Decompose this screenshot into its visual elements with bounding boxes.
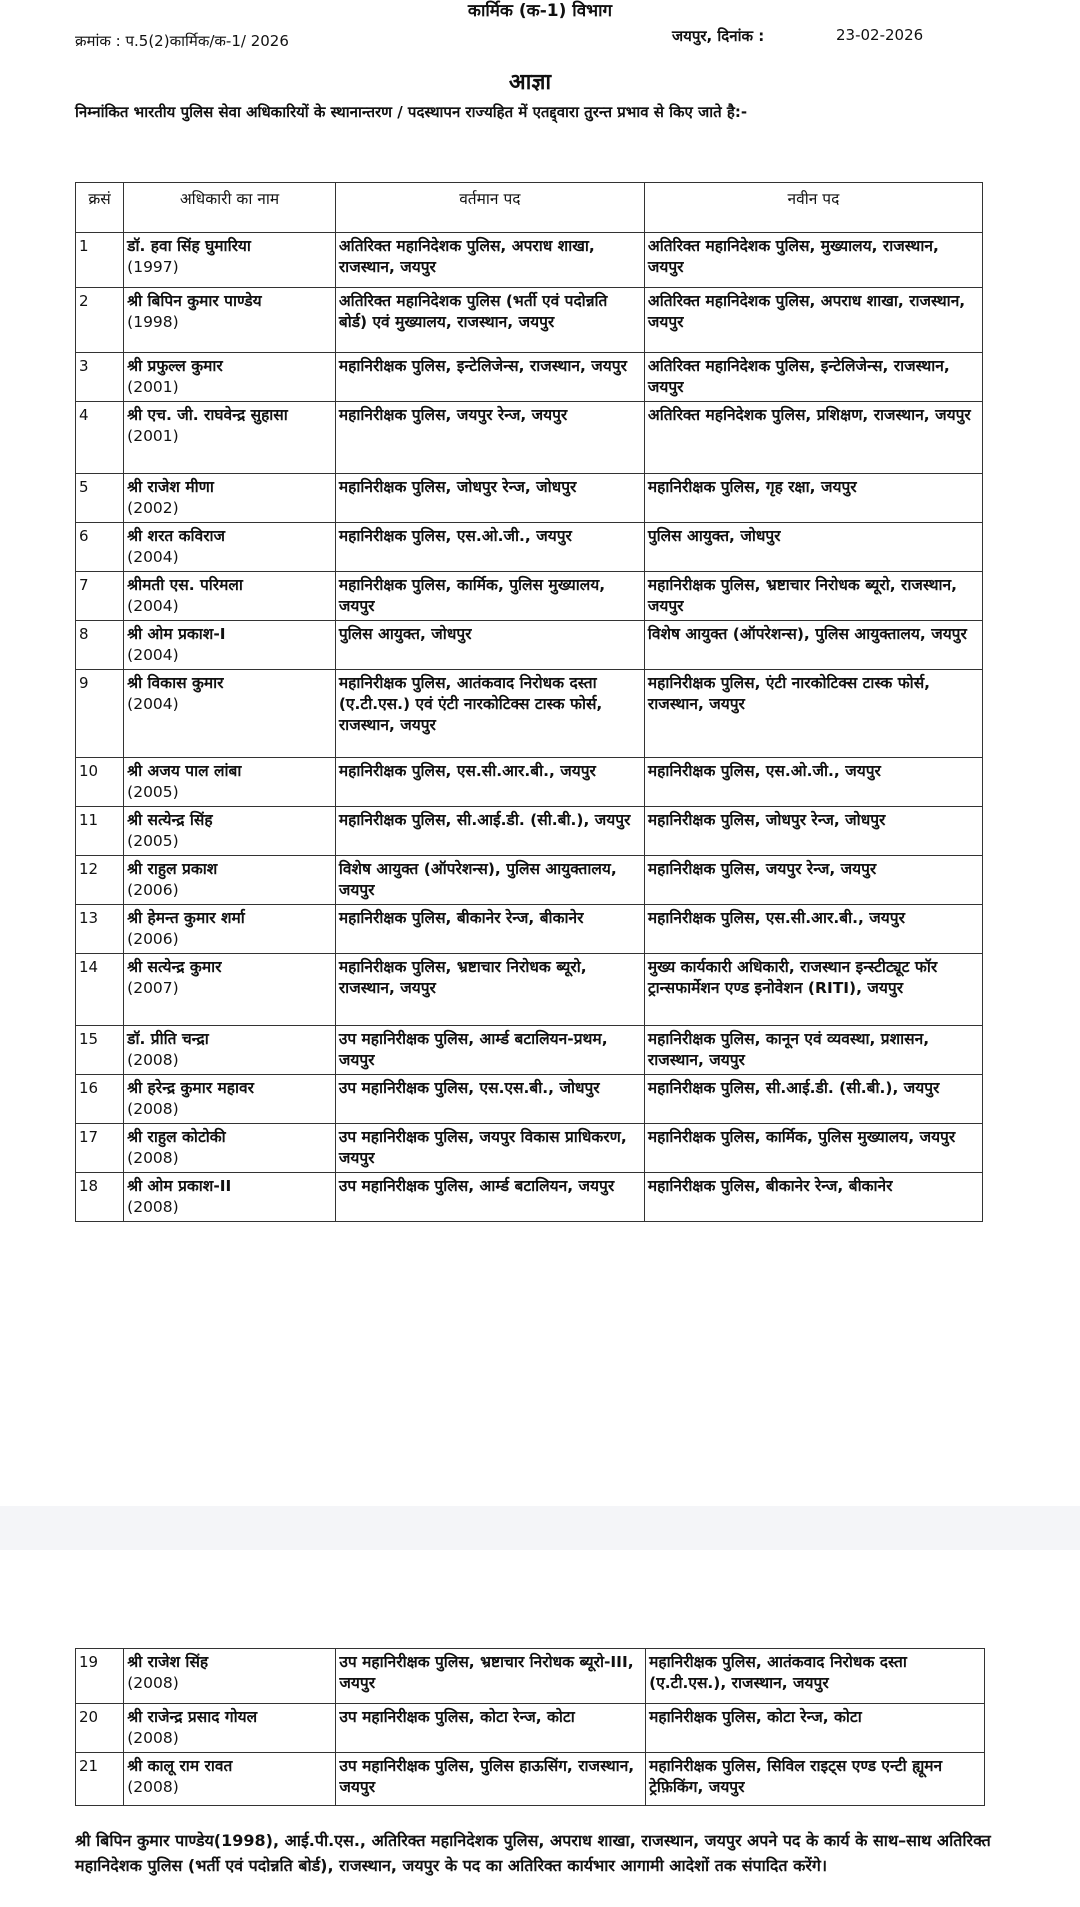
new-post: अतिरिक्त महानिदेशक पुलिस, इन्टेलिजेन्स, राजस्थान, जयपुर <box>644 353 982 402</box>
new-post: महानिरीक्षक पुलिस, एस.सी.आर.बी., जयपुर <box>644 905 982 954</box>
table-row <box>76 402 983 474</box>
header-new-post: नवीन पद <box>644 183 982 233</box>
current-post: अतिरिक्त महानिदेशक पुलिस (भर्ती एवं पदोन्नति बोर्ड) एवं मुख्यालय, राजस्थान, जयपुर <box>335 288 644 353</box>
row-sn: 21 <box>76 1753 124 1806</box>
current-post: उप महानिरीक्षक पुलिस, एस.एस.बी., जोधपुर <box>335 1075 644 1124</box>
officer-cell <box>124 905 336 954</box>
officer-batch: (2004) <box>127 597 179 615</box>
order-title: आज्ञा <box>508 70 552 95</box>
officer-name: श्री शरत कविराज <box>127 527 226 545</box>
current-post: उप महानिरीक्षक पुलिस, पुलिस हाऊसिंग, राजस्थान, जयपुर <box>336 1753 646 1806</box>
table-row <box>76 670 983 758</box>
new-post: महानिरीक्षक पुलिस, एंटी नारकोटिक्स टास्क फोर्स, राजस्थान, जयपुर <box>644 670 982 758</box>
officer-cell <box>124 1704 336 1753</box>
current-post: पुलिस आयुक्त, जोधपुर <box>335 621 644 670</box>
new-post: महानिरीक्षक पुलिस, सी.आई.डी. (सी.बी.), जयपुर <box>644 1075 982 1124</box>
new-post: महानिरीक्षक पुलिस, कानून एवं व्यवस्था, प्रशासन, राजस्थान, जयपुर <box>644 1026 982 1075</box>
new-post: महानिरीक्षक पुलिस, गृह रक्षा, जयपुर <box>644 474 982 523</box>
officer-cell <box>124 353 336 402</box>
current-post: अतिरिक्त महानिदेशक पुलिस, अपराध शाखा, राजस्थान, जयपुर <box>335 233 644 288</box>
officer-batch: (2002) <box>127 499 179 517</box>
new-post: महानिरीक्षक पुलिस, कार्मिक, पुलिस मुख्यालय, जयपुर <box>644 1124 982 1173</box>
row-sn: 5 <box>76 474 124 523</box>
header-sn: क्रसं <box>76 183 124 233</box>
table-row <box>76 856 983 905</box>
officer-cell <box>124 1649 336 1704</box>
officer-name: श्री सत्येन्द्र सिंह <box>127 811 213 829</box>
current-post: महानिरीक्षक पुलिस, जयपुर रेन्ज, जयपुर <box>335 402 644 474</box>
table-row <box>76 954 983 1026</box>
current-post: महानिरीक्षक पुलिस, आतंकवाद निरोधक दस्ता (ए.टी.एस.) एवं एंटी नारकोटिक्स टास्क फोर्स, राजस्थान, जयपुर <box>335 670 644 758</box>
officer-cell <box>124 670 336 758</box>
header-name: अधिकारी का नाम <box>124 183 336 233</box>
officer-cell <box>124 758 336 807</box>
officer-name: श्री ओम प्रकाश-II <box>127 1177 232 1195</box>
officer-batch: (2008) <box>127 1674 179 1692</box>
officer-name: श्री अजय पाल लांबा <box>127 762 242 780</box>
officer-name: श्री प्रफुल्ल कुमार <box>127 357 223 375</box>
officer-cell <box>124 954 336 1026</box>
current-post: महानिरीक्षक पुलिस, सी.आई.डी. (सी.बी.), जयपुर <box>335 807 644 856</box>
row-sn: 12 <box>76 856 124 905</box>
transfer-table-continued <box>75 1648 985 1806</box>
officer-name: श्री बिपिन कुमार पाण्डेय <box>127 292 262 310</box>
header-current-post: वर्तमान पद <box>335 183 644 233</box>
new-post: महानिरीक्षक पुलिस, भ्रष्टाचार निरोधक ब्यूरो, राजस्थान, जयपुर <box>644 572 982 621</box>
current-post: उप महानिरीक्षक पुलिस, कोटा रेन्ज, कोटा <box>336 1704 646 1753</box>
officer-cell <box>124 288 336 353</box>
row-sn: 11 <box>76 807 124 856</box>
officer-cell <box>124 621 336 670</box>
row-sn: 19 <box>76 1649 124 1704</box>
table-row <box>76 621 983 670</box>
row-sn: 8 <box>76 621 124 670</box>
current-post: महानिरीक्षक पुलिस, जोधपुर रेन्ज, जोधपुर <box>335 474 644 523</box>
table-row <box>76 1649 985 1704</box>
officer-name: श्री हरेन्द्र कुमार महावर <box>127 1079 254 1097</box>
table-row <box>76 905 983 954</box>
row-sn: 20 <box>76 1704 124 1753</box>
officer-batch: (2008) <box>127 1100 179 1118</box>
new-post: महानिरीक्षक पुलिस, एस.ओ.जी., जयपुर <box>644 758 982 807</box>
table-row <box>76 758 983 807</box>
officer-batch: (2008) <box>127 1149 179 1167</box>
department-heading: कार्मिक (क-1) विभाग <box>467 1 613 21</box>
place-label: जयपुर, दिनांक : <box>672 27 765 45</box>
new-post: अतिरिक्त महानिदेशक पुलिस, मुख्यालय, राजस्थान, जयपुर <box>644 233 982 288</box>
table-row <box>76 572 983 621</box>
current-post: उप महानिरीक्षक पुलिस, आर्म्ड बटालियन-प्रथम, जयपुर <box>335 1026 644 1075</box>
new-post: विशेष आयुक्त (ऑपरेशन्स), पुलिस आयुक्तालय, जयपुर <box>644 621 982 670</box>
row-sn: 15 <box>76 1026 124 1075</box>
officer-cell <box>124 1075 336 1124</box>
officer-batch: (2007) <box>127 979 179 997</box>
officer-batch: (2005) <box>127 832 179 850</box>
officer-name: श्री राजेन्द्र प्रसाद गोयल <box>127 1708 258 1726</box>
order-intro: निम्नांकित भारतीय पुलिस सेवा अधिकारियों के स्थानान्तरण / पदस्थापन राज्यहित में एतद्द्वारा तुरन्त प्रभाव से किए जाते है:- <box>75 103 748 121</box>
new-post: महानिरीक्षक पुलिस, जयपुर रेन्ज, जयपुर <box>644 856 982 905</box>
new-post: मुख्य कार्यकारी अधिकारी, राजस्थान इन्स्टीट्यूट फॉर ट्रान्सफार्मेशन एण्ड इनोवेशन (RITI), जयपुर <box>644 954 982 1026</box>
table-row <box>76 233 983 288</box>
new-post: महानिरीक्षक पुलिस, कोटा रेन्ज, कोटा <box>646 1704 985 1753</box>
officer-batch: (2004) <box>127 695 179 713</box>
officer-name: श्री राहुल प्रकाश <box>127 860 218 878</box>
officer-batch: (2004) <box>127 646 179 664</box>
officer-cell <box>124 523 336 572</box>
row-sn: 1 <box>76 233 124 288</box>
current-post: महानिरीक्षक पुलिस, बीकानेर रेन्ज, बीकानेर <box>335 905 644 954</box>
officer-cell <box>124 402 336 474</box>
table-row <box>76 1124 983 1173</box>
officer-name: श्री हेमन्त कुमार शर्मा <box>127 909 245 927</box>
officer-batch: (2008) <box>127 1198 179 1216</box>
officer-batch: (2004) <box>127 548 179 566</box>
officer-batch: (2001) <box>127 427 179 445</box>
officer-batch: (2008) <box>127 1051 179 1069</box>
officer-cell <box>124 856 336 905</box>
table-row <box>76 1026 983 1075</box>
officer-name: श्री राजेश सिंह <box>127 1653 209 1671</box>
officer-cell <box>124 572 336 621</box>
new-post: महानिरीक्षक पुलिस, जोधपुर रेन्ज, जोधपुर <box>644 807 982 856</box>
officer-batch: (1998) <box>127 313 179 331</box>
table-row <box>76 474 983 523</box>
officer-batch: (2006) <box>127 881 179 899</box>
new-post: महानिरीक्षक पुलिस, सिविल राइट्स एण्ड एन्टी ह्यूमन ट्रेफ़िकिंग, जयपुर <box>646 1753 985 1806</box>
officer-name: श्री एच. जी. राघवेन्द्र सुहासा <box>127 406 288 424</box>
officer-cell <box>124 1124 336 1173</box>
current-post: उप महानिरीक्षक पुलिस, आर्म्ड बटालियन, जयपुर <box>335 1173 644 1222</box>
row-sn: 18 <box>76 1173 124 1222</box>
officer-name: श्रीमती एस. परिमला <box>127 576 243 594</box>
officer-name: डॉ. प्रीति चन्द्रा <box>127 1030 209 1048</box>
officer-name: श्री सत्येन्द्र कुमार <box>127 958 222 976</box>
table-row <box>76 523 983 572</box>
table-row <box>76 807 983 856</box>
order-date: 23-02-2026 <box>836 26 924 44</box>
current-post: महानिरीक्षक पुलिस, इन्टेलिजेन्स, राजस्थान, जयपुर <box>335 353 644 402</box>
officer-name: श्री विकास कुमार <box>127 674 224 692</box>
row-sn: 10 <box>76 758 124 807</box>
new-post: अतिरिक्त महानिदेशक पुलिस, अपराध शाखा, राजस्थान, जयपुर <box>644 288 982 353</box>
current-post: उप महानिरीक्षक पुलिस, जयपुर विकास प्राधिकरण, जयपुर <box>335 1124 644 1173</box>
table-row <box>76 1753 985 1806</box>
officer-batch: (2008) <box>127 1778 179 1796</box>
row-sn: 16 <box>76 1075 124 1124</box>
new-post: महानिरीक्षक पुलिस, आतंकवाद निरोधक दस्ता (ए.टी.एस.), राजस्थान, जयपुर <box>646 1649 985 1704</box>
current-post: महानिरीक्षक पुलिस, एस.ओ.जी., जयपुर <box>335 523 644 572</box>
officer-batch: (1997) <box>127 258 179 276</box>
table-header-row <box>76 183 983 233</box>
new-post: अतिरिक्त महनिदेशक पुलिस, प्रशिक्षण, राजस्थान, जयपुर <box>644 402 982 474</box>
row-sn: 17 <box>76 1124 124 1173</box>
officer-batch: (2008) <box>127 1729 179 1747</box>
row-sn: 9 <box>76 670 124 758</box>
additional-charge-note: श्री बिपिन कुमार पाण्डेय(1998), आई.पी.एस., अतिरिक्त महानिदेशक पुलिस, अपराध शाखा, राजस्थान, जयपुर अपने पद के कार्य के साथ–साथ अतिरिक्त महानिदेशक पुलिस (भर्ती एवं पदोन्नति बोर्ड), राजस्थान, जयपुर के पद का अतिरिक्त कार्यभार आगामी आदेशों तक संपादित करेंगे। <box>75 1831 991 1875</box>
row-sn: 4 <box>76 402 124 474</box>
row-sn: 13 <box>76 905 124 954</box>
officer-batch: (2006) <box>127 930 179 948</box>
officer-cell <box>124 233 336 288</box>
officer-cell <box>124 474 336 523</box>
reference-number: क्रमांक : प.5(2)कार्मिक/क-1/ 2026 <box>75 32 289 50</box>
row-sn: 2 <box>76 288 124 353</box>
current-post: महानिरीक्षक पुलिस, भ्रष्टाचार निरोधक ब्यूरो, राजस्थान, जयपुर <box>335 954 644 1026</box>
officer-name: श्री कालू राम रावत <box>127 1757 233 1775</box>
officer-name: श्री राहुल कोटोकी <box>127 1128 226 1146</box>
current-post: महानिरीक्षक पुलिस, कार्मिक, पुलिस मुख्यालय, जयपुर <box>335 572 644 621</box>
officer-cell <box>124 1753 336 1806</box>
new-post: पुलिस आयुक्त, जोधपुर <box>644 523 982 572</box>
table-row <box>76 1704 985 1753</box>
table-row <box>76 353 983 402</box>
page-break <box>0 1506 1080 1550</box>
officer-cell <box>124 1026 336 1075</box>
row-sn: 3 <box>76 353 124 402</box>
transfer-table <box>75 182 983 1222</box>
current-post: महानिरीक्षक पुलिस, एस.सी.आर.बी., जयपुर <box>335 758 644 807</box>
table-row <box>76 288 983 353</box>
officer-batch: (2005) <box>127 783 179 801</box>
row-sn: 7 <box>76 572 124 621</box>
officer-cell <box>124 1173 336 1222</box>
officer-name: श्री ओम प्रकाश-I <box>127 625 226 643</box>
table-row <box>76 1075 983 1124</box>
officer-cell <box>124 807 336 856</box>
new-post: महानिरीक्षक पुलिस, बीकानेर रेन्ज, बीकानेर <box>644 1173 982 1222</box>
row-sn: 6 <box>76 523 124 572</box>
table-row <box>76 1173 983 1222</box>
current-post: उप महानिरीक्षक पुलिस, भ्रष्टाचार निरोधक ब्यूरो-III, जयपुर <box>336 1649 646 1704</box>
officer-batch: (2001) <box>127 378 179 396</box>
row-sn: 14 <box>76 954 124 1026</box>
officer-name: श्री राजेश मीणा <box>127 478 214 496</box>
current-post: विशेष आयुक्त (ऑपरेशन्स), पुलिस आयुक्तालय, जयपुर <box>335 856 644 905</box>
officer-name: डॉ. हवा सिंह घुमारिया <box>127 237 251 255</box>
